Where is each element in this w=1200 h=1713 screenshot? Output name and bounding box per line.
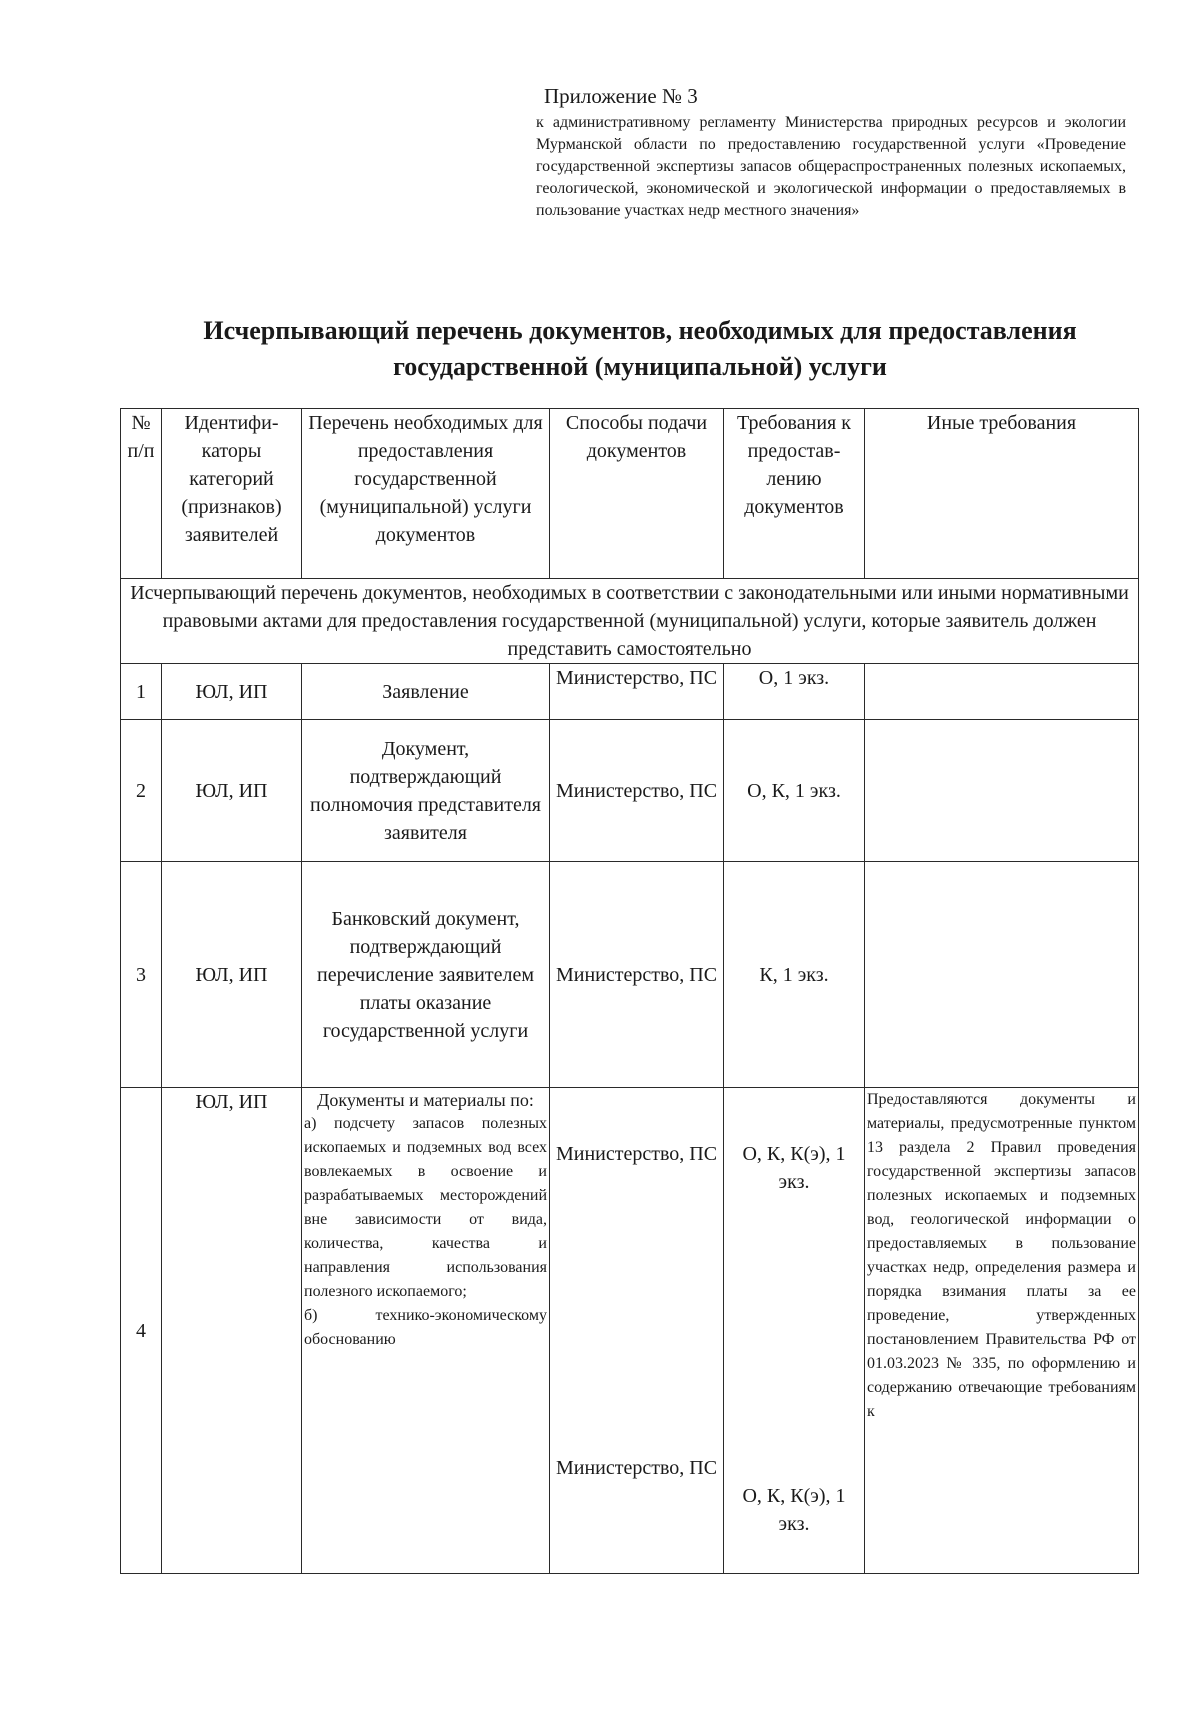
- appendix-title: Приложение № 3: [544, 84, 698, 108]
- row-num: 4: [121, 1088, 162, 1574]
- table-row: [121, 664, 1139, 720]
- header-methods: Способы подачи документов: [550, 409, 724, 579]
- header-documents: Перечень необходимых для предоставления государственной (муниципальной) услуги документов: [302, 409, 550, 579]
- row-num: 2: [121, 720, 162, 862]
- section-heading: Исчерпывающий перечень документов, необходимых в соответствии с законодательными или иными нормативными правовыми актами для предоставления государственной (муниципальной) услуги, которые заявитель должен представить самостоятельно: [121, 579, 1139, 664]
- header-categories: Идентифи-каторы категорий (признаков) заявителей: [162, 409, 302, 579]
- appendix-text: к административному регламенту Министерства природных ресурсов и экологии Мурманской области по предоставлению государственной услуги «Проведение государственной экспертизы запасов общераспространенных полезных ископаемых, геологической, экономической и экологической информации о предоставляемых в пользование участках недр местного значения»: [536, 114, 1126, 219]
- row-document: [302, 1088, 550, 1574]
- row-other: [865, 862, 1139, 1088]
- row-method: [550, 1088, 724, 1574]
- appendix-header: [536, 84, 1126, 222]
- row-requirement: О, К, 1 экз.: [724, 720, 865, 862]
- requirement-b: О, К, К(э), 1 экз.: [742, 1485, 846, 1535]
- row-requirement: О, 1 экз.: [724, 664, 865, 720]
- row-method: Министерство, ПС: [550, 664, 724, 720]
- row-category: ЮЛ, ИП: [162, 1088, 302, 1574]
- documents-table: [120, 408, 1139, 1574]
- document-b: б) технико-экономическому обоснованию: [304, 1307, 547, 1348]
- row-requirement: К, 1 экз.: [724, 862, 865, 1088]
- row-method: Министерство, ПС: [550, 720, 724, 862]
- row-other: [865, 664, 1139, 720]
- row-category: ЮЛ, ИП: [162, 862, 302, 1088]
- method-b: Министерство, ПС: [555, 1457, 718, 1479]
- requirement-a: О, К, К(э), 1 экз.: [742, 1143, 846, 1193]
- row-category: ЮЛ, ИП: [162, 664, 302, 720]
- row-document: Документ, подтверждающий полномочия представителя заявителя: [302, 720, 550, 862]
- document-a: а) подсчету запасов полезных ископаемых и подземных вод всех вовлекаемых в освоение и разрабатываемых месторождений вне зависимости от вида, количества, качества и направления использования полезного ископаемого;: [304, 1115, 547, 1300]
- row-document: Заявление: [302, 664, 550, 720]
- table-row: [121, 862, 1139, 1088]
- table-row: [121, 1088, 1139, 1574]
- header-requirements: Требования к предостав-лению документов: [724, 409, 865, 579]
- section-row: [121, 579, 1139, 664]
- header-num: № п/п: [121, 409, 162, 579]
- row-document: Банковский документ, подтверждающий перечисление заявителем платы оказание государственной услуги: [302, 862, 550, 1088]
- row-category: ЮЛ, ИП: [162, 720, 302, 862]
- header-other: Иные требования: [865, 409, 1139, 579]
- row-method: Министерство, ПС: [550, 862, 724, 1088]
- row-requirement: [724, 1088, 865, 1574]
- row-other: [865, 720, 1139, 862]
- row-num: 1: [121, 664, 162, 720]
- table-header-row: [121, 409, 1139, 579]
- document-head: Документы и материалы по:: [317, 1090, 534, 1110]
- row-num: 3: [121, 862, 162, 1088]
- table-row: [121, 720, 1139, 862]
- row-other: Предоставляются документы и материалы, предусмотренные пунктом 13 раздела 2 Правил проведения государственной экспертизы запасов полезных ископаемых и подземных вод, геологической информации о предоставляемых в пользование участках недр, определения размера и порядка взимания платы за ее проведение, утвержденных постановлением Правительства РФ от 01.03.2023 № 335, по оформлению и содержанию отвечающие требованиям к: [865, 1088, 1139, 1574]
- page-title: Исчерпывающий перечень документов, необходимых для предоставления государственной (муниципальной) услуги: [203, 316, 1077, 381]
- method-a: Министерство, ПС: [555, 1143, 718, 1165]
